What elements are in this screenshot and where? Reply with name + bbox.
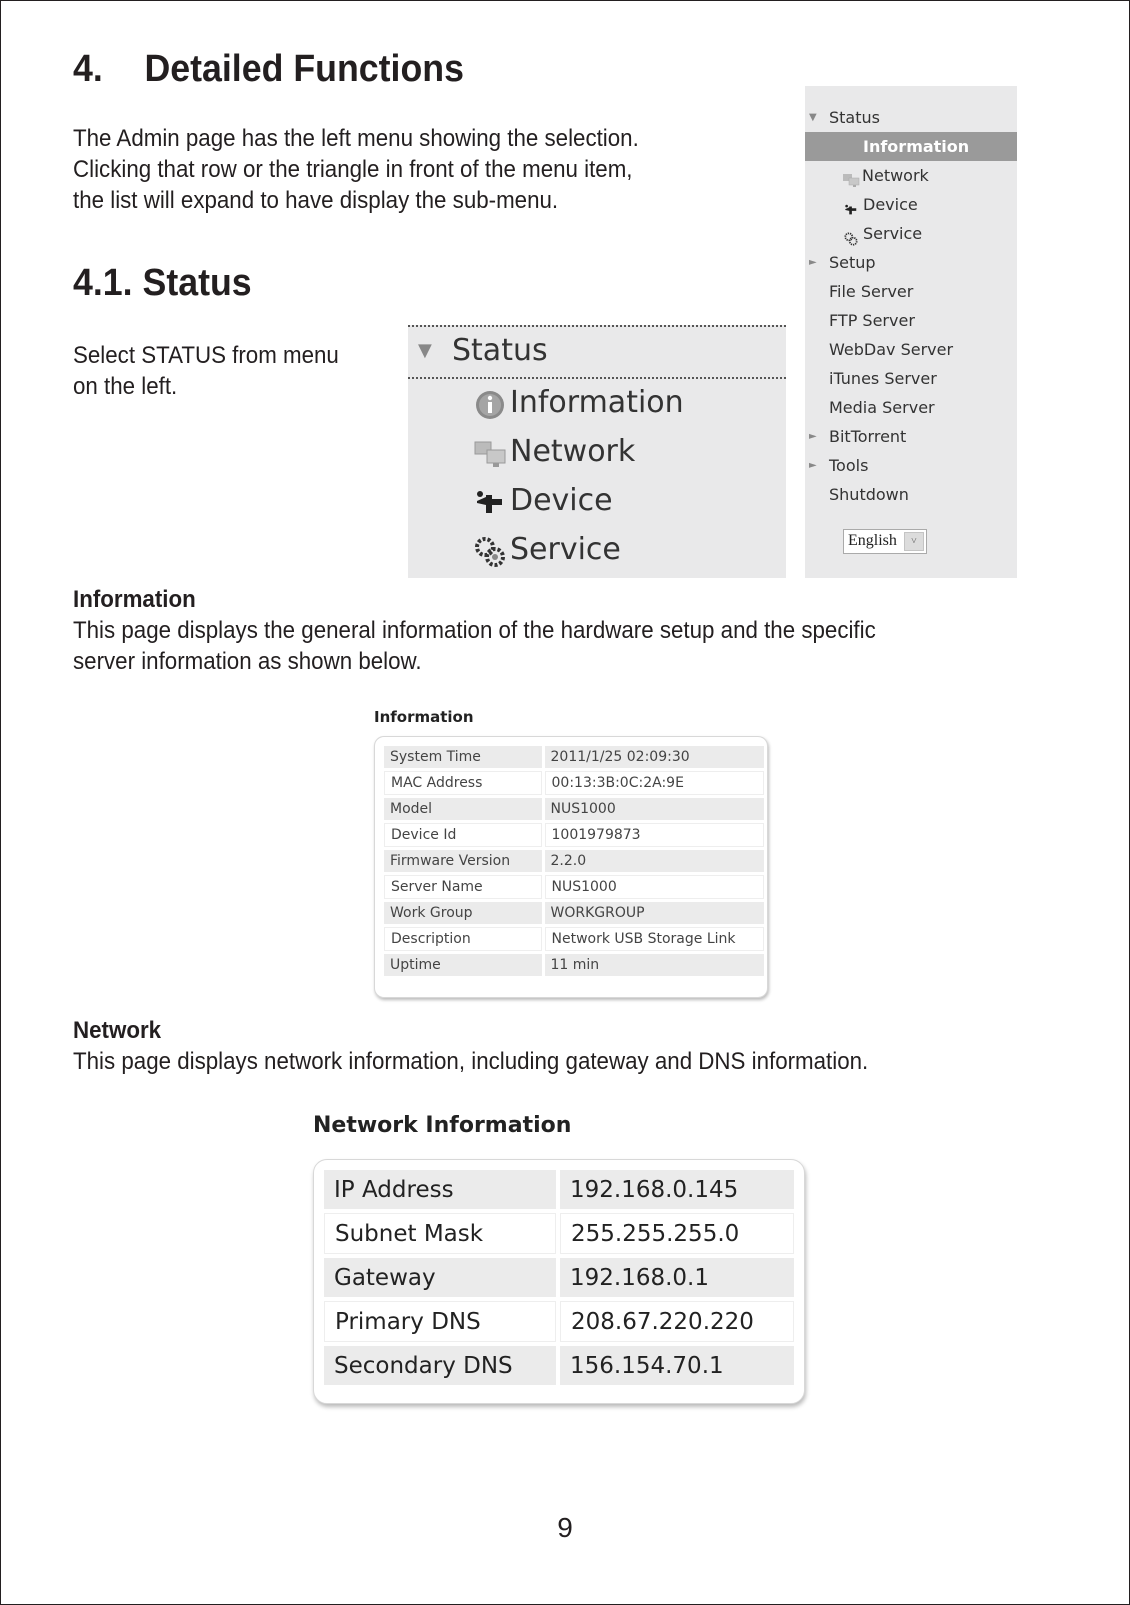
table-row — [324, 1301, 794, 1342]
item-label: Tools — [829, 456, 869, 475]
instruction-line: on the left. — [73, 373, 178, 400]
table-row — [384, 875, 764, 899]
admin-sidebar-menu — [805, 86, 1017, 578]
item-label: FTP Server — [829, 311, 915, 330]
status-item-device[interactable] — [474, 476, 613, 525]
description-line: This page displays the general information of the hardware setup and the specific — [73, 617, 876, 644]
row-key: Device Id — [384, 823, 542, 847]
network-panel-title: Network Information — [313, 1113, 572, 1138]
sidebar-item-information[interactable] — [805, 132, 1017, 161]
sidebar-item-tools[interactable] — [805, 451, 1017, 480]
usb-device-icon — [474, 485, 508, 513]
network-table — [320, 1166, 798, 1389]
gears-icon — [843, 226, 859, 240]
sidebar-item-network[interactable] — [805, 161, 1017, 190]
language-value: English — [848, 532, 897, 549]
information-table — [381, 743, 767, 979]
status-item-information[interactable] — [474, 378, 684, 427]
sidebar-item-service[interactable] — [805, 219, 1017, 248]
sidebar-item-itunes-server[interactable] — [805, 364, 1017, 393]
network-panel — [313, 1159, 805, 1404]
sidebar-item-media-server[interactable] — [805, 393, 1017, 422]
subsection-title: 4.1. Status — [73, 262, 252, 304]
table-row — [384, 850, 764, 872]
language-select[interactable] — [843, 529, 927, 554]
divider — [408, 325, 786, 327]
row-key: Model — [384, 798, 542, 820]
row-key: MAC Address — [384, 771, 542, 795]
item-label: Service — [510, 532, 621, 567]
section-number: 4. — [73, 48, 103, 90]
row-value: NUS1000 — [545, 798, 764, 820]
item-label: Information — [863, 137, 970, 156]
row-key: Server Name — [384, 875, 542, 899]
row-value: NUS1000 — [545, 875, 764, 899]
item-label: Information — [510, 385, 684, 420]
item-label: Network — [862, 166, 929, 185]
status-item-service[interactable] — [474, 525, 621, 574]
row-value: WORKGROUP — [545, 902, 764, 924]
intro-line: the list will expand to have display the sub-menu. — [73, 187, 559, 214]
table-row — [384, 927, 764, 951]
row-key: Firmware Version — [384, 850, 542, 872]
triangle-right-icon[interactable]: ► — [809, 460, 817, 471]
usb-device-icon — [843, 197, 859, 211]
intro-paragraph — [73, 123, 639, 216]
intro-line: Clicking that row or the triangle in front of the menu item, — [73, 156, 633, 183]
information-panel-title: Information — [374, 708, 474, 726]
network-icon — [843, 168, 859, 182]
sidebar-item-bittorrent[interactable] — [805, 422, 1017, 451]
triangle-down-icon[interactable]: ▼ — [418, 340, 432, 361]
gears-icon — [474, 534, 508, 562]
item-label: Shutdown — [829, 485, 909, 504]
info-icon — [474, 387, 508, 415]
item-label: Network — [510, 434, 636, 469]
item-label: Setup — [829, 253, 876, 272]
item-label: WebDav Server — [829, 340, 954, 359]
triangle-right-icon[interactable]: ► — [809, 431, 817, 442]
row-value: 208.67.220.220 — [560, 1301, 794, 1342]
status-item-network[interactable] — [474, 427, 635, 476]
row-key: IP Address — [324, 1170, 556, 1209]
row-value: 255.255.255.0 — [560, 1213, 794, 1254]
item-label: Status — [829, 108, 880, 127]
table-row — [384, 771, 764, 795]
row-value: 192.168.0.1 — [560, 1258, 794, 1297]
row-key: Uptime — [384, 954, 542, 976]
section-title-text: Detailed Functions — [144, 48, 464, 90]
row-key: Secondary DNS — [324, 1346, 556, 1385]
sidebar-item-file-server[interactable] — [805, 277, 1017, 306]
row-value: 11 min — [545, 954, 764, 976]
row-key: Description — [384, 927, 542, 951]
item-label: Service — [863, 224, 923, 243]
row-value: 2011/1/25 02:09:30 — [545, 746, 764, 768]
row-key: Work Group — [384, 902, 542, 924]
item-label: iTunes Server — [829, 369, 937, 388]
status-label: Status — [452, 333, 548, 368]
status-menu-zoom — [408, 325, 786, 578]
sidebar-item-webdav-server[interactable] — [805, 335, 1017, 364]
table-row — [324, 1213, 794, 1254]
page-number: 9 — [557, 1512, 573, 1543]
triangle-down-icon[interactable]: ▼ — [809, 112, 817, 123]
item-label: Device — [863, 195, 918, 214]
sidebar-item-setup[interactable] — [805, 248, 1017, 277]
table-row — [384, 902, 764, 924]
sidebar-item-status[interactable] — [805, 103, 1017, 132]
item-label: Media Server — [829, 398, 935, 417]
network-icon — [474, 436, 508, 464]
sidebar-item-shutdown[interactable] — [805, 480, 1017, 509]
table-row — [384, 954, 764, 976]
instruction-line: Select STATUS from menu — [73, 342, 339, 369]
row-value: 1001979873 — [545, 823, 764, 847]
row-key: Gateway — [324, 1258, 556, 1297]
status-instruction — [73, 340, 339, 402]
row-value: 2.2.0 — [545, 850, 764, 872]
item-label: File Server — [829, 282, 914, 301]
triangle-right-icon[interactable]: ► — [809, 257, 817, 268]
row-value: Network USB Storage Link — [545, 927, 764, 951]
table-row — [324, 1258, 794, 1297]
item-label: Device — [510, 483, 613, 518]
row-value: 156.154.70.1 — [560, 1346, 794, 1385]
row-key: System Time — [384, 746, 542, 768]
description-line: server information as shown below. — [73, 648, 422, 675]
table-row — [384, 746, 764, 768]
sidebar-item-ftp-server[interactable] — [805, 306, 1017, 335]
table-row — [324, 1170, 794, 1209]
sidebar-item-device[interactable] — [805, 190, 1017, 219]
row-value: 192.168.0.145 — [560, 1170, 794, 1209]
table-row — [324, 1346, 794, 1385]
information-heading: Information — [73, 586, 196, 613]
row-key: Primary DNS — [324, 1301, 556, 1342]
section-title — [73, 48, 464, 91]
network-heading: Network — [73, 1017, 162, 1044]
row-value: 00:13:3B:0C:2A:9E — [545, 771, 764, 795]
table-row — [384, 823, 764, 847]
information-description — [73, 615, 876, 677]
row-key: Subnet Mask — [324, 1213, 556, 1254]
table-row — [384, 798, 764, 820]
item-label: BitTorrent — [829, 427, 907, 446]
information-panel — [374, 736, 768, 998]
intro-line: The Admin page has the left menu showing the selection. — [73, 125, 639, 152]
chevron-down-icon[interactable]: ˅ — [904, 532, 924, 551]
network-description: This page displays network information, including gateway and DNS information. — [73, 1048, 869, 1075]
